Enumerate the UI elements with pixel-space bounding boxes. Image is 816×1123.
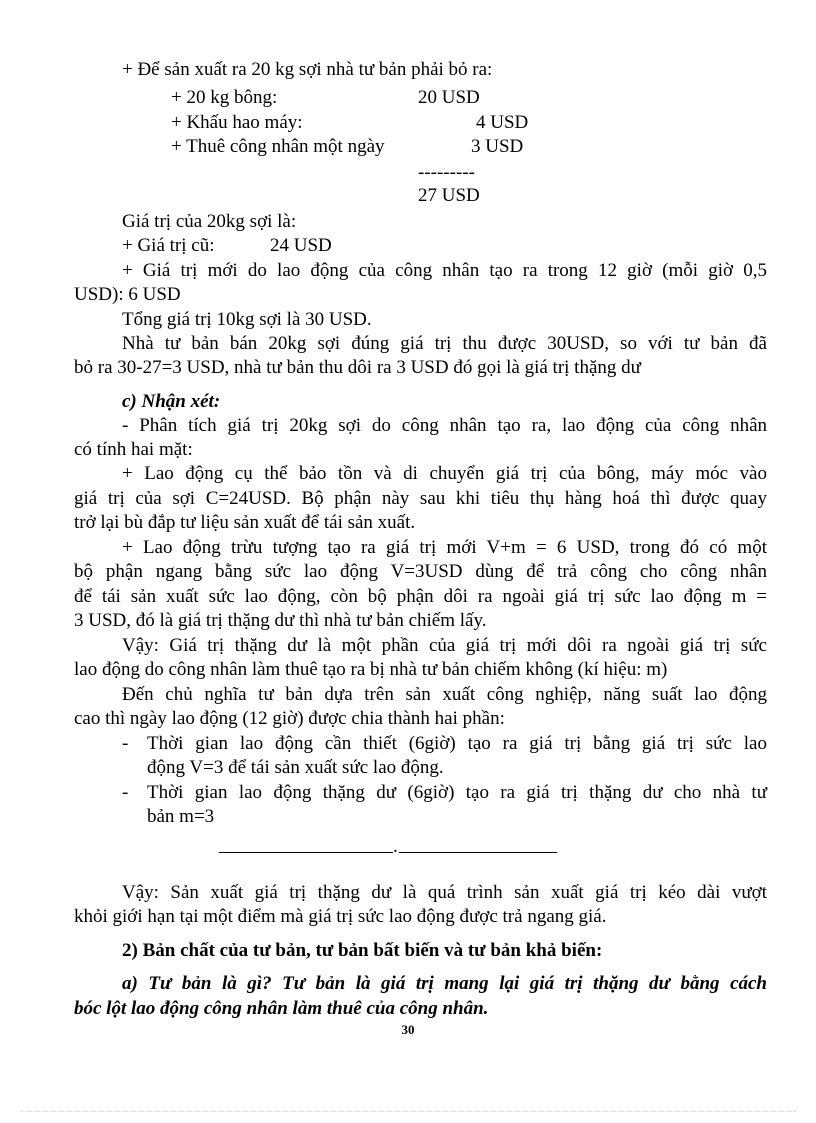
conclusion-line: khỏi giới hạn tại một điểm mà giá trị sức lao động được trả ngang giá.: [74, 906, 607, 927]
value-title: Giá trị của 20kg sợi là:: [122, 211, 297, 232]
concrete-labor-line: + Lao động cụ thể bảo tồn và di chuyển giá trị của bông, máy móc vào: [122, 463, 767, 484]
conclusion-line: Vậy: Giá trị thặng dư là một phần của giá trị mới dôi ra ngoài giá trị sức: [122, 635, 767, 656]
bullet-dash: -: [122, 733, 129, 754]
conclusion-line: Vậy: Sản xuất giá trị thặng dư là quá trình sản xuất giá trị kéo dài vượt: [122, 882, 767, 903]
bullet-line: động V=3 để tái sản xuất sức lao động.: [147, 757, 444, 778]
bullet-dash: -: [122, 782, 129, 803]
new-value-line: USD): 6 USD: [74, 284, 181, 305]
conclusion-line: lao động do công nhân làm thuê tạo ra bị nhà tư bản chiếm không (kí hiệu: m): [74, 659, 668, 680]
cost-item-label: + Khấu hao máy:: [171, 112, 303, 133]
capital-definition-line: bóc lột lao động công nhân làm thuê của công nhân.: [74, 998, 489, 1019]
concrete-labor-line: trở lại bù đắp tư liệu sản xuất để tái sản xuất.: [74, 512, 416, 533]
industrial-line: Đến chủ nghĩa tư bản dựa trên sản xuất công nghiệp, năng suất lao động: [122, 684, 767, 705]
sell-line: Nhà tư bản bán 20kg sợi đúng giá trị thu được 30USD, so với tư bản đã: [122, 333, 767, 354]
new-value-line: + Giá trị mới do lao động của công nhân tạo ra trong 12 giờ (mỗi giờ 0,5: [122, 260, 767, 281]
capital-definition-line: a) Tư bản là gì? Tư bản là giá trị mang lại giá trị thặng dư bằng cách: [122, 973, 767, 994]
cost-item-value: 20 USD: [418, 87, 480, 108]
cost-item-value: 3 USD: [471, 136, 524, 157]
remark-line: có tính hai mặt:: [74, 439, 193, 460]
section-heading: 2) Bản chất của tư bản, tư bản bất biến và tư bản khả biến:: [122, 940, 603, 961]
old-value: 24 USD: [270, 235, 332, 256]
cost-intro: + Để sản xuất ra 20 kg sợi nhà tư bản phải bỏ ra:: [122, 59, 493, 80]
sum-dashes: ---------: [418, 162, 475, 183]
abstract-labor-line: 3 USD, đó là giá trị thặng dư thì nhà tư bản chiếm lấy.: [74, 610, 487, 631]
old-value-label: + Giá trị cũ:: [122, 235, 215, 256]
cost-item-label: + Thuê công nhân một ngày: [171, 136, 385, 157]
abstract-labor-line: + Lao động trừu tượng tạo ra giá trị mới V+m = 6 USD, trong đó có một: [122, 537, 767, 558]
remark-line: - Phân tích giá trị 20kg sợi do công nhân tạo ra, lao động của công nhân: [122, 415, 767, 436]
concrete-labor-line: giá trị của sợi C=24USD. Bộ phận này sau khi tiêu thụ hàng hoá thì được quay: [74, 488, 767, 509]
separator-dot: .: [393, 836, 398, 857]
sell-line: bỏ ra 30-27=3 USD, nhà tư bản thu dôi ra 3 USD đó gọi là giá trị thặng dư: [74, 357, 641, 378]
cost-item-label: + 20 kg bông:: [171, 87, 278, 108]
separator-rule-left: [219, 852, 393, 853]
abstract-labor-line: để tái sản xuất sức lao động, còn bộ phận dôi ra ngoài giá trị sức lao động m =: [74, 586, 767, 607]
abstract-labor-line: bộ phận ngang bằng sức lao động V=3USD dùng để trả công cho công nhân: [74, 561, 767, 582]
page-number: 30: [401, 1022, 415, 1037]
cost-total: 27 USD: [418, 185, 480, 206]
industrial-line: cao thì ngày lao động (12 giờ) được chia thành hai phần:: [74, 708, 505, 729]
bullet-line: bản m=3: [147, 806, 215, 827]
bullet-line: Thời gian lao động cần thiết (6giờ) tạo ra giá trị bằng giá trị sức lao: [147, 733, 767, 754]
bullet-line: Thời gian lao động thặng dư (6giờ) tạo ra giá trị thặng dư cho nhà tư: [147, 782, 767, 803]
remark-heading: c) Nhận xét:: [122, 391, 221, 412]
total-value: Tổng giá trị 10kg sợi là 30 USD.: [122, 309, 372, 330]
separator-rule-right: [399, 852, 557, 853]
cost-item-value: 4 USD: [476, 112, 529, 133]
page-bottom-border: [20, 1111, 796, 1112]
